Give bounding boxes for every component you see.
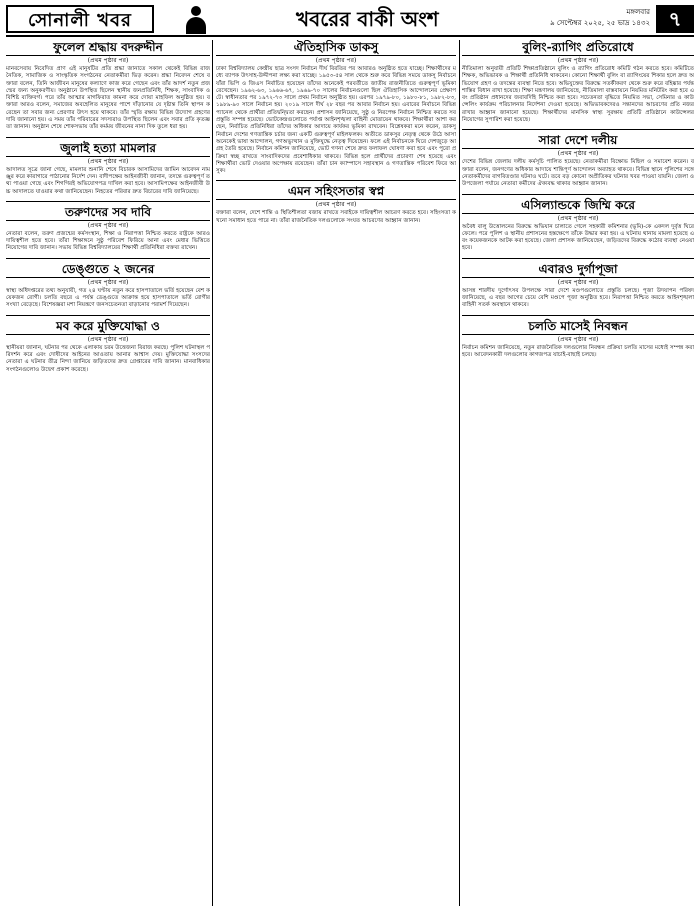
article-body: দেশের বিভিন্ন জেলায় দলীয় কর্মসূচি পালিত হয়েছে। নেতাকর্মীরা বিক্ষোভ মিছিল ও সমাবেশ করেন। বক্তারা বলেন, জনগণের অধিকার আদায়ে শান্তিপূর্ণ আন্দোলন অব্যাহত থাকবে। বিভিন্ন স্থানে পুলিশের সঙ্গে নেতাকর্মীদের বাগবিতণ্ডার ঘটনাও ঘটে। তবে বড় কোনো অপ্রীতিকর ঘটনার খবর পাওয়া যায়নি। জেলা ও উপজেলা পর্যায়ে নেতারা কর্মীদের ঐক্যবদ্ধ থাকার আহ্বান জানান। bbox=[462, 159, 694, 188]
column-rule bbox=[459, 40, 460, 906]
section-title: খবরের বাকী অংশ bbox=[296, 7, 439, 31]
article-divider bbox=[6, 258, 210, 259]
column-right bbox=[462, 40, 694, 906]
article-body: ঢাকা বিশ্ববিদ্যালয় কেন্দ্রীয় ছাত্র সংসদ নির্বাচন দীর্ঘ বিরতির পর আবারও অনুষ্ঠিত হতে যাচ্ছে। শিক্ষার্থীদের মধ্যে ব্যাপক উৎসাহ-উদ্দীপনা লক্ষ্য করা যাচ্ছে। ১৯৫৩-৫৪ সাল থেকে শুরু করে বিভিন্ন সময়ে ডাকসু নির্বাচনে যাঁরা ভিপি ও জিএস নির্বাচিত হয়েছেন তাঁদের অনেকেই পরবর্তীতে জাতীয় রাজনীতিতে গুরুত্বপূর্ণ ভূমিকা রেখেছেন। ১৯৬২-৬৩, ১৯৬৬-৬৭, ১৯৬৯-৭০ সালের নির্বাচনগুলো ছিল ঐতিহাসিক আন্দোলনের প্রেক্ষাপটে। স্বাধীনতার পর ১৯৭২-৭৩ সালে প্রথম নির্বাচন অনুষ্ঠিত হয়। এরপর ১৯৭৯-৮০, ১৯৮০-৮১, ১৯৮২-৮৩, ১৯৮৯-৯০ সালে নির্বাচন হয়। ২০১৯ সালে দীর্ঘ ২৮ বছর পর আবার নির্বাচন হয়। এবারের নির্বাচনে বিভিন্ন প্যানেল থেকে প্রার্থীরা প্রতিদ্বন্দ্বিতা করছেন। প্রশাসন জানিয়েছে, সুষ্ঠু ও নিরপেক্ষ নির্বাচন নিশ্চিত করতে সব প্রস্তুতি সম্পন্ন হয়েছে। ভোটকেন্দ্রগুলোতে পর্যাপ্ত আইনশৃঙ্খলা বাহিনী মোতায়েন থাকবে। শিক্ষার্থীরা আশা করছেন, নির্বাচিত প্রতিনিধিরা তাঁদের অধিকার আদায়ে কার্যকর ভূমিকা রাখবেন। বিশ্লেষকরা মনে করেন, ডাকসু নির্বাচন দেশের গণতান্ত্রিক চর্চার জন্য একটি গুরুত্বপূর্ণ মাইলফলক। অতীতে ডাকসুর নেতৃত্ব থেকে উঠে আসা অনেকেই ভাষা আন্দোলন, গণঅভ্যুত্থান ও মুক্তিযুদ্ধে নেতৃত্ব দিয়েছেন। ফলে এই নির্বাচনকে ঘিরে দেশজুড়ে আগ্রহ তৈরি হয়েছে। নির্বাচন কমিশন জানিয়েছে, ভোট গণনা শেষে দ্রুত ফলাফল ঘোষণা করা হবে এবং পুরো প্রক্রিয়া স্বচ্ছ রাখতে সাংবাদিকদের প্রবেশাধিকার থাকবে। বিভিন্ন হলে প্রার্থীদের প্রচারণা শেষ হয়েছে এবং শিক্ষার্থীরা ভোট দেওয়ার অপেক্ষায় রয়েছেন। তাঁরা চান ক্যাম্পাসে সহাবস্থান ও গণতান্ত্রিক পরিবেশ ফিরে আসুক। bbox=[216, 66, 456, 175]
article-body: নেতারা বলেন, তরুণ প্রজন্মের কর্মসংস্থান, শিক্ষা ও নিরাপত্তা নিশ্চিত করতে রাষ্ট্রকে আরও দায়িত্বশীল হতে হবে। তাঁরা শিক্ষাঙ্গনে সুষ্ঠু পরিবেশ ফিরিয়ে আনা এবং মেধার ভিত্তিতে নিয়োগের দাবি জানান। সভায় বিভিন্ন বিশ্ববিদ্যালয়ের শিক্ষার্থী প্রতিনিধিরা বক্তব্য রাখেন। bbox=[6, 230, 210, 252]
column-rule bbox=[212, 40, 213, 906]
article-divider bbox=[462, 258, 694, 259]
article bbox=[462, 198, 694, 253]
article-continuation: (প্রথম পৃষ্ঠার পর) bbox=[87, 157, 129, 165]
article-divider bbox=[6, 315, 210, 316]
article-continuation: (প্রথম পৃষ্ঠার পর) bbox=[557, 150, 599, 158]
masthead bbox=[6, 5, 694, 37]
article-body: নীতিমালা অনুযায়ী প্রতিটি শিক্ষাপ্রতিষ্ঠানে বুলিং ও র‍্যাগিং প্রতিরোধ কমিটি গঠন করতে হবে। কমিটিতে শিক্ষক, অভিভাবক ও শিক্ষার্থী প্রতিনিধি থাকবেন। কোনো শিক্ষার্থী বুলিং বা র‍্যাগিংয়ের শিকার হলে দ্রুত অভিযোগ গ্রহণ ও তদন্তের ব্যবস্থা নিতে হবে। অভিযুক্তের বিরুদ্ধে সতর্কীকরণ থেকে শুরু করে বহিষ্কার পর্যন্ত শাস্তির বিধান রাখা হয়েছে। শিক্ষা মন্ত্রণালয় জানিয়েছে, নীতিমালা বাস্তবায়নে নিয়মিত মনিটরিং করা হবে এবং প্রতিষ্ঠান প্রধানদের জবাবদিহি নিশ্চিত করা হবে। সচেতনতা বৃদ্ধিতে নিয়মিত সভা, সেমিনার ও কাউন্সেলিং কার্যক্রম পরিচালনার নির্দেশনা দেওয়া হয়েছে। অভিভাবকদেরও সন্তানদের আচরণের প্রতি নজর রাখার আহ্বান জানানো হয়েছে। শিক্ষার্থীদের মানসিক স্বাস্থ্য সুরক্ষায় প্রতিটি প্রতিষ্ঠানে কাউন্সেলর নিয়োগের সুপারিশ করা হয়েছে। bbox=[462, 66, 694, 124]
article bbox=[6, 205, 210, 253]
article-body: বক্তারা বলেন, দেশে শান্তি ও স্থিতিশীলতা বজায় রাখতে সবাইকে দায়িত্বশীল আচরণ করতে হবে। সহিংসতা কখনো সমাধান হতে পারে না। তাঁরা রাজনৈতিক দলগুলোকে সংযত আচরণের আহ্বান জানান। bbox=[216, 210, 456, 224]
article-headline[interactable]: এবারও দুর্গাপূজা bbox=[462, 262, 694, 278]
article-divider bbox=[6, 201, 210, 202]
newspaper-logo[interactable]: সোনালী খবর bbox=[6, 5, 154, 33]
column-center bbox=[216, 40, 456, 906]
article-headline[interactable]: তরুণদের সব দাবি bbox=[6, 205, 210, 221]
article-body: অবৈধ বালু উত্তোলনের বিরুদ্ধে অভিযান চালাতে গেলে সহকারী কমিশনার (ভূমি)-কে একদল দুর্বৃত্ত ঘিরে ফেলে। পরে পুলিশ ও স্থানীয় প্রশাসনের হস্তক্ষেপে তাঁকে উদ্ধার করা হয়। এ ঘটনায় থানায় মামলা হয়েছে এবং কয়েকজনকে আটক করা হয়েছে। জেলা প্রশাসক জানিয়েছেন, জড়িতদের বিরুদ্ধে কঠোর ব্যবস্থা নেওয়া হবে। bbox=[462, 223, 694, 252]
article-headline[interactable]: বুলিং-র‍্যাগিং প্রতিরোধে bbox=[462, 40, 694, 56]
article-divider bbox=[462, 315, 694, 316]
article-continuation: (প্রথম পৃষ্ঠার পর) bbox=[87, 335, 129, 343]
article bbox=[462, 262, 694, 310]
article-continuation: (প্রথম পৃষ্ঠার পর) bbox=[87, 278, 129, 286]
article-continuation: (প্রথম পৃষ্ঠার পর) bbox=[315, 201, 357, 209]
article bbox=[6, 262, 210, 310]
article-continuation: (প্রথম পৃষ্ঠার পর) bbox=[87, 57, 129, 64]
date-day: মঙ্গলবার bbox=[626, 8, 650, 16]
date-block bbox=[550, 7, 650, 29]
article-body: স্থানীয়রা জানান, ঘটনার পর থেকে এলাকায় চরম উত্তেজনা বিরাজ করছে। পুলিশ ঘটনাস্থল পরিদর্শন করে এবং দোষীদের আইনের আওতায় আনার আশ্বাস দেয়। মুক্তিযোদ্ধা সংসদের নেতারা এ ঘটনার তীব্র নিন্দা জানিয়ে জড়িতদের দ্রুত গ্রেপ্তারের দাবি জানান। মানবাধিকার সংগঠনগুলোও উদ্বেগ প্রকাশ করেছে। bbox=[6, 344, 210, 373]
column-left bbox=[6, 40, 210, 906]
article bbox=[6, 40, 210, 132]
article-continuation: (প্রথম পৃষ্ঠার পর) bbox=[557, 214, 599, 222]
silhouette-body bbox=[186, 17, 206, 34]
article bbox=[216, 40, 456, 175]
article-divider bbox=[6, 137, 210, 138]
article-body: স্বাস্থ্য অধিদপ্তরের তথ্য অনুযায়ী, গত ২৪ ঘণ্টায় নতুন করে হাসপাতালে ভর্তি হয়েছেন বেশ কয়েকজন রোগী। চলতি বছরে এ পর্যন্ত ডেঙ্গুতে আক্রান্ত হয়ে হাসপাতালে ভর্তি রোগীর সংখ্যা বেড়েছে। বিশেষজ্ঞরা মশা নিয়ন্ত্রণে জনসচেতনতা বাড়ানোর পরামর্শ দিয়েছেন। bbox=[6, 287, 210, 309]
article bbox=[6, 141, 210, 196]
article-headline[interactable]: মব করে মুক্তিযোদ্ধা ও bbox=[6, 319, 210, 335]
page-number: ৭ bbox=[656, 5, 694, 33]
article-continuation: (প্রথম পৃষ্ঠার পর) bbox=[87, 221, 129, 229]
article-divider bbox=[462, 129, 694, 130]
article-continuation: (প্রথম পৃষ্ঠার পর) bbox=[557, 57, 599, 64]
article-divider bbox=[462, 194, 694, 195]
article-headline[interactable]: সারা দেশে দলীয় bbox=[462, 133, 694, 149]
article-body: আদালত সূত্রে জানা গেছে, মামলার শুনানি শেষে বিচারক আসামিদের জামিন আবেদন নামঞ্জুর করে কারাগারে পাঠানোর নির্দেশ দেন। বাদীপক্ষের আইনজীবী জানান, তদন্তে গুরুত্বপূর্ণ তথ্য পাওয়া গেছে এবং শিগগিরই অভিযোগপত্র দাখিল করা হবে। আসামিপক্ষের আইনজীবী উচ্চ আদালতে যাওয়ার কথা জানিয়েছেন। নিহতের পরিবার দ্রুত বিচারের দাবি জানিয়েছে। bbox=[6, 166, 210, 195]
article-continuation: (প্রথম পৃষ্ঠার পর) bbox=[557, 278, 599, 286]
article bbox=[462, 133, 694, 188]
article-continuation: (প্রথম পৃষ্ঠার পর) bbox=[557, 335, 599, 343]
article-body: নির্বাচন কমিশন জানিয়েছে, নতুন রাজনৈতিক দলগুলোর নিবন্ধন প্রক্রিয়া চলতি মাসের মধ্যেই সম্পন্ন করা হবে। আবেদনকারী দলগুলোর কাগজপত্র যাচাই-বাছাই চলছে। bbox=[462, 344, 694, 358]
person-silhouette-icon bbox=[184, 6, 208, 34]
article-headline[interactable]: এমন সহিংসতার স্বপ্ন bbox=[216, 184, 456, 200]
article-headline[interactable]: ঐতিহাসিক ডাকসু bbox=[216, 40, 456, 56]
article-headline[interactable]: চলতি মাসেই নিবন্ধন bbox=[462, 319, 694, 335]
article-headline[interactable]: এসিল্যান্ডকে জিম্মি করে bbox=[462, 198, 694, 214]
silhouette-head bbox=[191, 6, 201, 16]
article-divider bbox=[216, 180, 456, 181]
article-headline[interactable]: জুলাই হত্যা মামলার bbox=[6, 141, 210, 157]
article-body: আসন্ন শারদীয় দুর্গোৎসব উপলক্ষে সারা দেশে মণ্ডপগুলোতে প্রস্তুতি চলছে। পূজা উদযাপন পরিষদ জানিয়েছে, এ বছর আগের চেয়ে বেশি মণ্ডপে পূজা অনুষ্ঠিত হবে। নিরাপত্তা নিশ্চিত করতে আইনশৃঙ্খলা বাহিনী সতর্ক অবস্থানে থাকবে। bbox=[462, 287, 694, 309]
article bbox=[462, 40, 694, 124]
article bbox=[216, 184, 456, 225]
article bbox=[6, 319, 210, 374]
article bbox=[462, 319, 694, 360]
article-headline[interactable]: ফুলেল শ্রদ্ধায় বদরুদ্দীন bbox=[6, 40, 210, 56]
article-continuation: (প্রথম পৃষ্ঠার পর) bbox=[315, 57, 357, 64]
article-body: মানবসেবায় নিবেদিত প্রাণ এই মানুষটির প্রতি শ্রদ্ধা জানাতে সকাল থেকেই বিভিন্ন রাজনৈতিক, সামাজিক ও সাংস্কৃতিক সংগঠনের নেতাকর্মীরা ভিড় করেন। শ্রদ্ধা নিবেদন শেষে বক্তারা বলেন, তিনি আজীবন মানুষের কল্যাণে কাজ করে গেছেন এবং তাঁর আদর্শ নতুন প্রজন্মের জন্য অনুকরণীয়। অনুষ্ঠানে উপস্থিত ছিলেন স্থানীয় জনপ্রতিনিধি, শিক্ষক, সাংবাদিক ও বিশিষ্ট ব্যক্তিবর্গ। পরে তাঁর আত্মার মাগফিরাত কামনা করে দোয়া মাহফিল অনুষ্ঠিত হয়। বক্তারা আরও বলেন, সমাজের অবহেলিত মানুষের পাশে দাঁড়ানোর যে দৃষ্টান্ত তিনি স্থাপন করেছেন তা সবার জন্য প্রেরণার উৎস হয়ে থাকবে। তাঁর স্মৃতি রক্ষায় বিভিন্ন উদ্যোগ গ্রহণের দাবি জানানো হয়। এ সময় তাঁর পরিবারের সদস্যরাও উপস্থিত ছিলেন এবং সবার প্রতি কৃতজ্ঞতা জানান। অনুষ্ঠান শেষে শোকসভায় তাঁর কর্মময় জীবনের নানা দিক তুলে ধরা হয়। bbox=[6, 66, 210, 131]
article-headline[interactable]: ডেঙ্গুতে ২ জনের bbox=[6, 262, 210, 278]
date-full: ৯ সেপ্টেম্বর ২০২৫, ২৫ ভাদ্র ১৪৩২ bbox=[550, 19, 650, 27]
